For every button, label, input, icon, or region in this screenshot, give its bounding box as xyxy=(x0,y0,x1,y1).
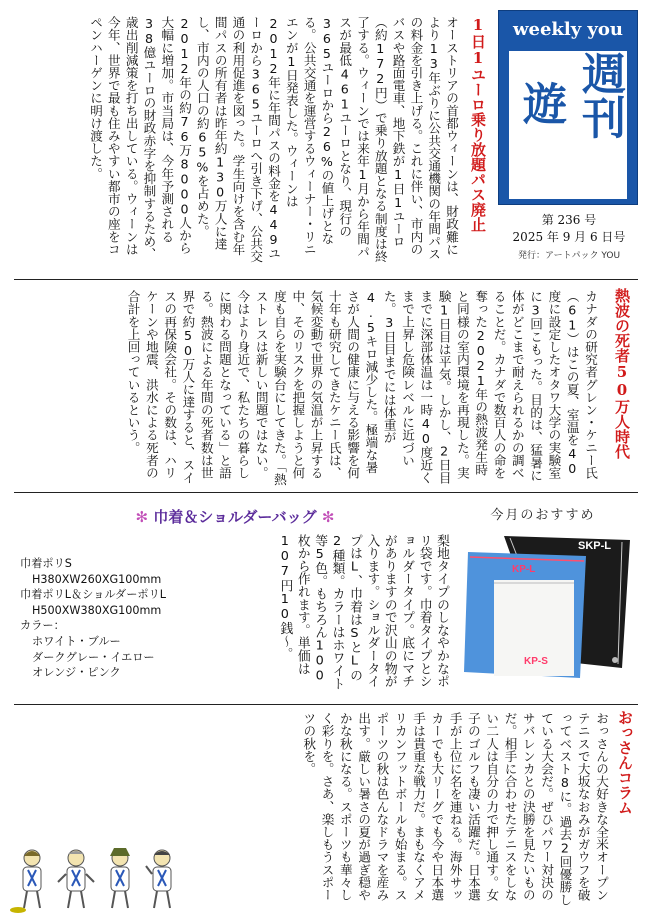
issue-date: 2025 年 9 月 6 日号 xyxy=(512,230,626,244)
bag-photo xyxy=(462,532,636,690)
divider-1 xyxy=(14,279,638,280)
skp-label: SKP-L xyxy=(578,540,611,552)
column-headline: おっさんコラム xyxy=(616,710,634,815)
mascot-figure-icon xyxy=(146,850,171,908)
column-body: おっさんの大好きな全米オープンテニスで大坂なおみがガウフを破ってベスト8に。過去2回優勝している大会だ。ぜひパワー対決のサバレンカとの決勝を見たいものだ。相手に合わせたテニスをしない二人は自分の力で押し通す。女子のゴルフも凄い活躍だ。日本選手が上位に名を連ねる。海外サッカーでも大リーグでも今や日本選手は貴重な戦力だ。まもなくアメリカンフットボールも始まる。スポーツの秋は色んなドラマを産み出す。厳しい暑さの夏が過ぎ穏やかな秋になる。スポーツも華々しく彩りを。さあ、楽しもうスポーツの秋を。 xyxy=(301,712,609,906)
article1-headline: 1日1ユーロ乗り放題パス廃止 xyxy=(469,16,487,232)
spec-line: 巾着ポリL＆ショルダーポリL xyxy=(20,588,167,602)
flower-icon: ✻ xyxy=(321,508,335,526)
product-title-text: 巾着＆ショルダーバッグ xyxy=(153,508,317,526)
flower-icon: ✻ xyxy=(135,508,149,526)
spec-line: ホワイト・ブルー xyxy=(32,634,121,648)
kp-l-label: KP-L xyxy=(512,564,536,575)
spec-line: オレンジ・ピンク xyxy=(32,666,121,680)
article2-headline: 熱波の死者50万人時代 xyxy=(613,288,631,459)
product-body: 梨地タイプのしなやかなポリ袋です。巾着タイプとショルダータイプ。底にマチがありますので沢山の物が入ります。ショルダータイプはL、巾着はSとLの2種類。カラーはホワイト等5色。もちろん100枚から作れます。単価は107円10銭〜。 xyxy=(277,534,449,690)
mascot-figure-icon xyxy=(110,848,130,908)
issue-number: 第 236 号 xyxy=(541,213,597,227)
issue-info xyxy=(500,212,638,246)
article2-body: カナダの研究者グレン・ケニー氏（61）はこの夏、室温を40度に設定したオタワ大学の実験室に3回こもった。目的は、猛暑に体がどこまで耐えられるかの調べることだ。カナダで数百人の命を奪った2021年の熱波発生時と同様の室内環境を再現した。実験1日目は平気。しかし、2日目までに深部体温は一時40度近くまで上昇し危険レベルに近づいた。3日目までには体重が4.5キロ減少した。極端な暑さが人間の健康に与える影響を何十年も研究してきたケニー氏は、気候変動で世界の気温が上昇する中、そのリスクを把握しようと何度も自らを実験台にしてきた。「熱ストレスは新しい問題ではない。今はより身近で、私たちの暮らしに関わる問題となっている」と語る。熱波による年間の死者数は世界で約50万人に達すると、スイスの再保険会社。その数は、ハリケーンや地震、洪水による死者の合計を上回っているという。 xyxy=(125,290,598,486)
masthead-panel xyxy=(509,51,627,199)
spec-line: H500XW380XG100mm xyxy=(32,603,162,617)
masthead-kanji-right: 週刊 xyxy=(574,51,625,139)
spec-line: カラー： xyxy=(20,619,65,633)
article1-body: オーストリアの首都ウィーンは、財政難により13年ぶりに公共交通機関の年間パスの料金を引き上げる。これに伴い、市内のバスや路面電車、地下鉄が1日1ユーロ（約172円）で乗り放題となる制度は終了する。ウィーンでは来年1月から年間パスが最低461ユーロとなり、現行の365ユーロから26%の値上げとなる。公共交通を運営するウィーナー・リニエンが1日発表した。ウィーンは2012年に年間パスの料金を449ユーロから365ユーロへ引き下げ、公共交通の利用促進を図った。学生向けを含む年間パスの所有者は昨年約130万人に達し、市内の人口の約65%を占めた。2012年の約76万8000人から大幅に増加。市当局は、今年予測される38億ユーロの財政赤字を抑制するため、歳出削減策を打ち出している。ウィーンは今年、世界で最も住みやすい都市の座をコペンハーゲンに明け渡した。 xyxy=(88,16,459,263)
spec-line: 巾着ポリS xyxy=(20,557,72,570)
kp-s-label: KP-S xyxy=(524,656,548,667)
product-title xyxy=(100,506,370,527)
recommend-label: 今月のおすすめ xyxy=(490,508,596,523)
divider-2 xyxy=(14,492,638,493)
masthead-kanji-left: 遊 xyxy=(515,81,566,125)
masthead-title-en: weekly you xyxy=(513,19,623,40)
mascot-figure-icon xyxy=(58,850,94,908)
masthead xyxy=(498,10,638,205)
divider-3 xyxy=(14,704,638,705)
publisher: 発行：アートパック YOU xyxy=(517,251,621,261)
mascot-figure-icon xyxy=(10,850,41,913)
spec-line: ダークグレー・イエロー xyxy=(32,650,155,664)
mascot-figures xyxy=(4,846,192,916)
spec-line: H380XW260XG100mm xyxy=(32,572,162,586)
